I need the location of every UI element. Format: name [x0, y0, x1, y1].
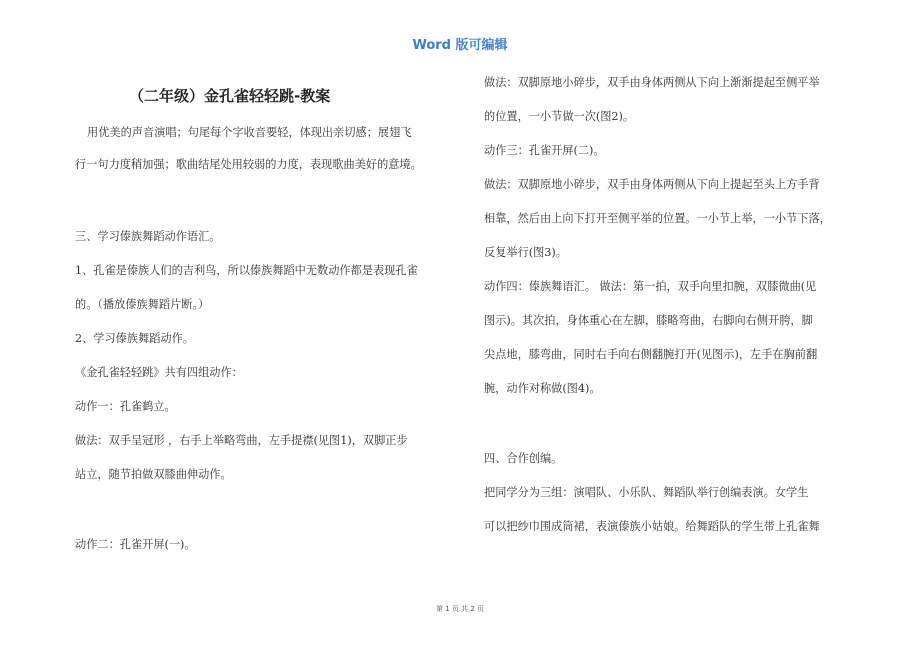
- paragraph-line: 反复举行(图3)。: [484, 246, 567, 259]
- document-header: Word 版可编辑: [412, 38, 508, 53]
- paragraph-line: 的位置，一小节做一次(图2)。: [484, 110, 635, 123]
- paragraph-line: 图示)。其次拍，身体重心在左脚，膝略弯曲，右脚向右侧开胯，脚: [484, 314, 813, 327]
- paragraph-line: 动作二：孔雀开屏(一)。: [75, 538, 196, 551]
- paragraph-line: 2、学习傣族舞蹈动作。: [75, 332, 194, 345]
- paragraph-line: 做法：双脚原地小碎步，双手由身体两侧从下向上渐渐提起至侧平举: [484, 76, 820, 89]
- paragraph-line: 《金孔雀轻轻跳》共有四组动作：: [75, 366, 243, 379]
- paragraph-line: 站立，随节拍做双膝曲伸动作。: [75, 468, 232, 481]
- paragraph-line: 可以把纱巾围成筒裙，表演傣族小姑娘。给舞蹈队的学生带上孔雀舞: [484, 520, 820, 533]
- paragraph-line: 做法：双脚原地小碎步，双手由身体两侧从下向上提起至头上方手背: [484, 178, 820, 191]
- paragraph-line: 行一句力度稍加强；歌曲结尾处用较弱的力度，表现歌曲美好的意境。: [75, 158, 422, 171]
- left-column: [75, 86, 460, 552]
- paragraph-line: 相靠，然后由上向下打开至侧平举的位置。一小节上举，一小节下落，: [484, 212, 831, 225]
- document-title: （二年级）金孔雀轻轻跳-教案: [129, 87, 331, 105]
- right-column: [484, 76, 869, 534]
- paragraph-line: 1、孔雀是傣族人们的吉利鸟，所以傣族舞蹈中无数动作都是表现孔雀: [75, 264, 418, 277]
- section-heading: 四、合作创编。: [484, 452, 563, 465]
- paragraph-line: 的。（播放傣族舞蹈片断。）: [75, 298, 210, 311]
- paragraph-line: 动作一：孔雀鹤立。: [75, 400, 176, 413]
- paragraph-line: 动作四：傣族舞语汇。 做法：第一拍，双手向里扣腕，双膝微曲(见: [484, 280, 817, 293]
- paragraph-line: 动作三：孔雀开屏(二)。: [484, 144, 605, 157]
- paragraph-line: 做法：双手呈冠形 ，右手上举略弯曲，左手提襟(见图1)，双脚正步: [75, 434, 408, 447]
- paragraph-line: 把同学分为三组：演唱队、小乐队、舞蹈队举行创编表演。女学生: [484, 486, 809, 499]
- paragraph-line: 尖点地，膝弯曲，同时右手向右侧翻腕打开(见图示)，左手在胸前翻: [484, 348, 818, 361]
- paragraph-line: 用优美的声音演唱；句尾每个字收音要轻，体现出亲切感；展翅飞: [87, 126, 412, 139]
- page-footer: 第 1 页 共 2 页: [435, 605, 485, 613]
- section-heading: 三、学习傣族舞蹈动作语汇。: [75, 230, 221, 243]
- paragraph-line: 腕，动作对称做(图4)。: [484, 382, 601, 395]
